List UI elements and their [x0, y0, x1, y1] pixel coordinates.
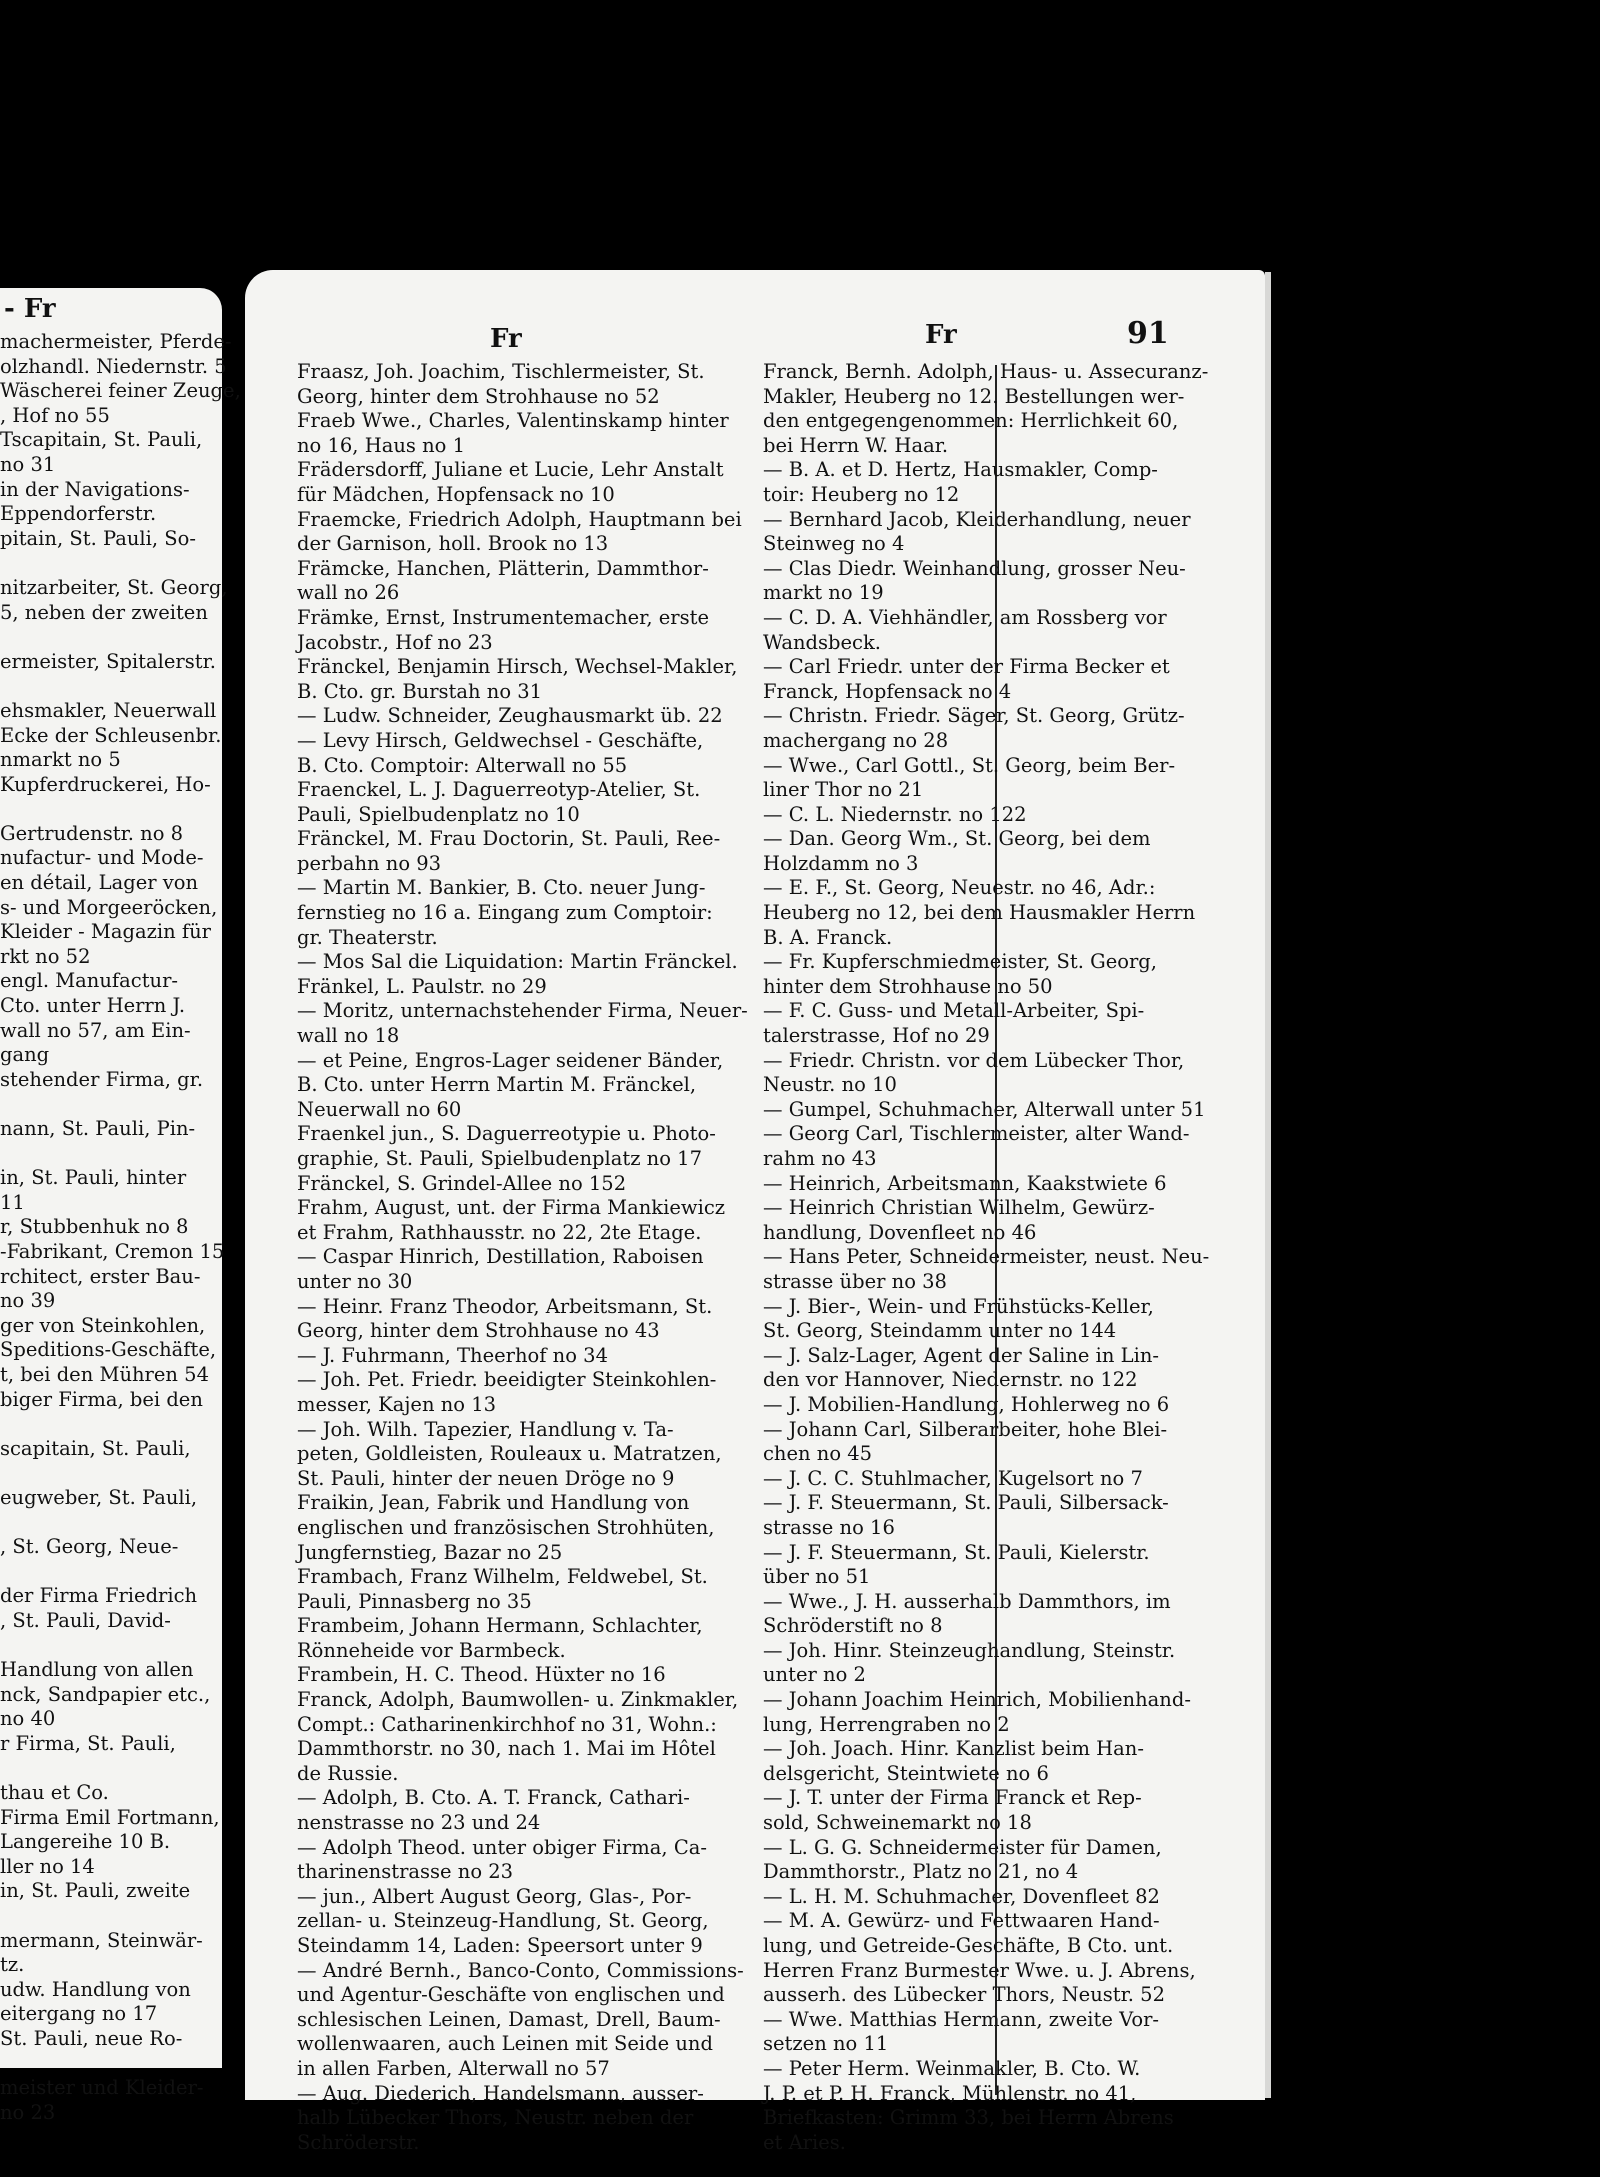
- directory-entry-line: gr. Theaterstr.: [297, 925, 438, 949]
- left-page-line: in, St. Pauli, hinter: [0, 1166, 187, 1190]
- directory-entry-line: — Georg Carl, Tischlermeister, alter Wand-: [763, 1122, 1190, 1146]
- left-page-line: eitergang no 17: [0, 2002, 158, 2026]
- directory-entry-line: Steindamm 14, Laden: Speersort unter 9: [297, 1934, 703, 1957]
- left-page-line: ger von Steinkohlen,: [0, 1313, 206, 1337]
- directory-entry-line: Fränckel, Benjamin Hirsch, Wechsel-Makler,: [297, 655, 738, 679]
- directory-entry-line: — C. L. Niedernstr. no 122: [763, 802, 1027, 826]
- directory-entry-line: — L. G. G. Schneidermeister für Damen,: [763, 1835, 1162, 1859]
- directory-entry-line: Fraemcke, Friedrich Adolph, Hauptmann bei: [297, 507, 742, 531]
- directory-entry-line: — Heinrich, Arbeitsmann, Kaakstwiete 6: [763, 1171, 1167, 1195]
- directory-entry-line: J. P. et P. H. Franck, Mühlenstr. no 41,: [763, 2081, 1137, 2105]
- directory-entry-line: — J. Bier-, Wein- und Frühstücks-Keller,: [763, 1294, 1154, 1318]
- directory-entry-line: der Garnison, holl. Brook no 13: [297, 532, 609, 556]
- left-page-line: gang: [0, 1043, 50, 1067]
- left-page-line: Kleider - Magazin für: [0, 920, 211, 944]
- directory-entry-line: — jun., Albert August Georg, Glas-, Por-: [297, 1884, 692, 1908]
- directory-entry-line: Frahm, August, unt. der Firma Mankiewicz: [297, 1196, 726, 1220]
- directory-entry-line: — Martin M. Bankier, B. Cto. neuer Jung-: [297, 876, 706, 900]
- directory-entry-line: B. Cto. Comptoir: Alterwall no 55: [297, 753, 628, 777]
- directory-entry-line: ausserh. des Lübecker Thors, Neustr. 52: [763, 1983, 1165, 2007]
- directory-entry-line: wollenwaaren, auch Leinen mit Seide und: [297, 2032, 713, 2056]
- directory-entry-line: den entgegengenommen: Herrlichkeit 60,: [763, 409, 1179, 433]
- page-number: 91: [1127, 316, 1169, 351]
- left-page-line: Eppendorferstr.: [0, 502, 157, 526]
- directory-entry-line: et Frahm, Rathhausstr. no 22, 2te Etage.: [297, 1220, 702, 1244]
- left-running-head: - Fr: [4, 294, 56, 324]
- directory-entry-line: Fraenckel, L. J. Daguerreotyp-Atelier, St.: [297, 778, 701, 802]
- directory-entry-line: — J. Mobilien-Handlung, Hohlerweg no 6: [763, 1392, 1170, 1416]
- directory-entry-line: — Wwe., Carl Gottl., St. Georg, beim Ber-: [763, 753, 1176, 777]
- directory-entry-line: — J. Fuhrmann, Theerhof no 34: [297, 1343, 608, 1367]
- directory-entry-line: Schröderstift no 8: [763, 1614, 943, 1638]
- left-page-line: nitzarbeiter, St. Georg,: [0, 575, 228, 599]
- directory-entry-line: zellan- u. Steinzeug-Handlung, St. Georg,: [297, 1909, 709, 1933]
- directory-entry-line: — Aug. Diederich, Handelsmann, ausser-: [297, 2081, 704, 2105]
- directory-entry-line: — J. F. Steuermann, St. Pauli, Kielerstr.: [763, 1540, 1150, 1564]
- left-page-line: no 31: [0, 452, 56, 476]
- directory-entry-line: hinter dem Strohhause no 50: [763, 974, 1053, 998]
- left-page-line: nck, Sandpapier etc.,: [0, 1682, 211, 1706]
- directory-entry-line: Makler, Heuberg no 12. Bestellungen wer-: [763, 384, 1185, 408]
- left-page-line: r, Stubbenhuk no 8: [0, 1215, 189, 1239]
- directory-entry-line: Georg, hinter dem Strohhause no 43: [297, 1319, 660, 1343]
- directory-entry-line: englischen und französischen Strohhüten,: [297, 1515, 715, 1539]
- left-page-line: [0, 1904, 241, 1929]
- directory-entry-line: halb Lübecker Thors, Neustr. neben der: [297, 2106, 694, 2130]
- directory-entry-line: lung, und Getreide-Geschäfte, B Cto. unt.: [763, 1934, 1174, 1957]
- left-page-line: t, bei den Mühren 54: [0, 1362, 209, 1386]
- directory-entry-line: strasse no 16: [763, 1515, 895, 1539]
- directory-entry-line: Jungfernstieg, Bazar no 25: [297, 1540, 563, 1564]
- directory-entry-line: Holzdamm no 3: [763, 851, 919, 875]
- left-page-line: eugweber, St. Pauli,: [0, 1485, 198, 1509]
- directory-entry-line: sold, Schweinemarkt no 18: [763, 1811, 1032, 1835]
- directory-entry-line: Fraasz, Joh. Joachim, Tischlermeister, St.: [297, 360, 705, 383]
- directory-entry-line: — Joh. Wilh. Tapezier, Handlung v. Ta-: [297, 1417, 674, 1441]
- left-page-line: in, St. Pauli, zweite: [0, 1879, 191, 1903]
- directory-entry-line: Schröderstr.: [297, 2130, 420, 2154]
- directory-entry-line: Neustr. no 10: [763, 1073, 897, 1097]
- left-page-line: mermann, Steinwär-: [0, 1928, 203, 1952]
- directory-entry-line: und Agentur-Geschäfte von englischen und: [297, 1983, 725, 2007]
- directory-entry-line: — Joh. Hinr. Steinzeughandlung, Steinstr.: [763, 1638, 1176, 1662]
- directory-entry-line: Franck, Hopfensack no 4: [763, 679, 1012, 703]
- directory-entry-line: peten, Goldleisten, Rouleaux u. Matratzen,: [297, 1442, 722, 1466]
- directory-entry-line: no 16, Haus no 1: [297, 433, 466, 457]
- left-page-text-column: [0, 330, 241, 2125]
- left-page-line: 5, neben der zweiten: [0, 600, 208, 624]
- left-page-line: [0, 1412, 241, 1437]
- directory-entry-line: Heuberg no 12, bei dem Hausmakler Herrn: [763, 901, 1196, 925]
- directory-entry-line: Frambeim, Johann Hermann, Schlachter,: [297, 1614, 703, 1638]
- directory-entry-line: — Wwe., J. H. ausserhalb Dammthors, im: [763, 1589, 1171, 1613]
- directory-entry-line: für Mädchen, Hopfensack no 10: [297, 482, 615, 506]
- directory-entry-line: — Bernhard Jacob, Kleiderhandlung, neuer: [763, 507, 1191, 531]
- directory-entry-line: Dammthorstr. no 30, nach 1. Mai im Hôtel: [297, 1737, 716, 1761]
- directory-entry-line: perbahn no 93: [297, 851, 442, 875]
- directory-entry-line: — Fr. Kupferschmiedmeister, St. Georg,: [763, 950, 1157, 974]
- column-right: [763, 360, 1209, 2155]
- directory-entry-line: Fraenkel jun., S. Daguerreotypie u. Photo-: [297, 1122, 716, 1146]
- directory-entry-line: St. Georg, Steindamm unter no 144: [763, 1319, 1117, 1343]
- directory-entry-line: — F. C. Guss- und Metall-Arbeiter, Spi-: [763, 999, 1145, 1023]
- left-page-line: Firma Emil Fortmann,: [0, 1805, 220, 1829]
- directory-entry-line: — Caspar Hinrich, Destillation, Raboisen: [297, 1245, 704, 1269]
- directory-entry-line: — Mos Sal die Liquidation: Martin Fränckel.: [297, 950, 738, 974]
- directory-entry-line: — Hans Peter, Schneidermeister, neust. Neu-: [763, 1245, 1210, 1269]
- left-page-line: engl. Manufactur-: [0, 969, 178, 993]
- directory-entry-line: — J. F. Steuermann, St. Pauli, Silbersack-: [763, 1491, 1169, 1515]
- directory-entry-line: — Christn. Friedr. Säger, St. Georg, Grütz-: [763, 704, 1185, 728]
- directory-entry-line: Compt.: Catharinenkirchhof no 31, Wohn.:: [297, 1712, 717, 1736]
- directory-entry-line: — E. F., St. Georg, Neuestr. no 46, Adr.:: [763, 876, 1156, 900]
- directory-entry-line: Frambein, H. C. Theod. Hüxter no 16: [297, 1663, 666, 1687]
- directory-entry-line: Georg, hinter dem Strohhause no 52: [297, 384, 660, 408]
- left-page-line: ermeister, Spitalerstr.: [0, 649, 216, 673]
- left-page-line: [0, 2052, 241, 2077]
- left-page-line: s- und Morgeeröcken,: [0, 895, 218, 919]
- left-page-line: [0, 1092, 241, 1117]
- directory-entry-line: bei Herrn W. Haar.: [763, 433, 949, 457]
- left-page-line: [0, 1560, 241, 1585]
- directory-entry-line: — B. A. et D. Hertz, Hausmakler, Comp-: [763, 458, 1158, 482]
- left-page-line: Gertrudenstr. no 8: [0, 821, 184, 845]
- directory-entry-line: chen no 45: [763, 1442, 873, 1466]
- directory-entry-line: schlesischen Leinen, Damast, Drell, Baum-: [297, 2007, 721, 2031]
- left-page-line: ller no 14: [0, 1854, 95, 1878]
- left-page-line: r Firma, St. Pauli,: [0, 1731, 176, 1755]
- directory-entry-line: — Levy Hirsch, Geldwechsel - Geschäfte,: [297, 728, 704, 752]
- directory-entry-line: Rönneheide vor Barmbeck.: [297, 1638, 566, 1662]
- left-page-line: Kupferdruckerei, Ho-: [0, 772, 211, 796]
- directory-entry-line: messer, Kajen no 13: [297, 1392, 497, 1416]
- directory-entry-line: B. Cto. unter Herrn Martin M. Fränckel,: [297, 1073, 697, 1097]
- left-page-line: der Firma Friedrich: [0, 1584, 198, 1608]
- directory-entry-line: tharinenstrasse no 23: [297, 1860, 514, 1884]
- directory-entry-line: Fraikin, Jean, Fabrik und Handlung von: [297, 1491, 690, 1515]
- directory-entry-line: graphie, St. Pauli, Spielbudenplatz no 17: [297, 1147, 702, 1170]
- left-page-line: rkt no 52: [0, 944, 91, 968]
- left-page-line: no 40: [0, 1707, 56, 1731]
- directory-entry-line: Fränkel, L. Paulstr. no 29: [297, 974, 547, 998]
- directory-entry-line: Neuerwall no 60: [297, 1097, 462, 1121]
- directory-entry-line: — Wwe. Matthias Hermann, zweite Vor-: [763, 2007, 1160, 2031]
- directory-entry-line: Främke, Ernst, Instrumentemacher, erste: [297, 605, 709, 629]
- left-page-line: rchitect, erster Bau-: [0, 1264, 201, 1288]
- left-page-line: nufactur- und Mode-: [0, 846, 204, 870]
- directory-entry-line: — Moritz, unternachstehender Firma, Neuer-: [297, 999, 748, 1023]
- directory-entry-line: Dammthorstr., Platz no 21, no 4: [763, 1860, 1079, 1884]
- left-page-line: no 39: [0, 1289, 56, 1313]
- directory-entry-line: — Johann Carl, Silberarbeiter, hohe Blei-: [763, 1417, 1168, 1441]
- directory-entry-line: — et Peine, Engros-Lager seidener Bänder,: [297, 1048, 724, 1072]
- directory-entry-line: markt no 19: [763, 581, 884, 605]
- left-page-line: udw. Handlung von: [0, 1977, 191, 2001]
- left-page-line: olzhandl. Niedernstr. 5: [0, 354, 227, 378]
- directory-entry-line: machergang no 28: [763, 728, 949, 752]
- directory-entry-line: toir: Heuberg no 12: [763, 482, 960, 506]
- directory-entry-line: Steinweg no 4: [763, 532, 905, 556]
- left-page-line: in der Navigations-: [0, 477, 190, 501]
- header-left: Fr: [490, 324, 522, 354]
- directory-entry-line: liner Thor no 21: [763, 778, 924, 802]
- directory-entry-line: et Aries.: [763, 2130, 846, 2154]
- directory-entry-line: delsgericht, Steintwiete no 6: [763, 1761, 1049, 1785]
- left-page-line: pitain, St. Pauli, So-: [0, 526, 196, 550]
- left-page-line: [0, 1461, 241, 1486]
- left-page-line: Ecke der Schleusenbr.: [0, 723, 222, 747]
- directory-entry-line: — Heinrich Christian Wilhelm, Gewürz-: [763, 1196, 1155, 1220]
- directory-entry-line: — L. H. M. Schuhmacher, Dovenfleet 82: [763, 1884, 1160, 1908]
- directory-entry-line: fernstieg no 16 a. Eingang zum Comptoir:: [297, 901, 713, 925]
- left-page-line: biger Firma, bei den: [0, 1387, 203, 1411]
- directory-entry-line: — Adolph Theod. unter obiger Firma, Ca-: [297, 1835, 707, 1859]
- directory-entry-line: handlung, Dovenfleet no 46: [763, 1220, 1037, 1244]
- directory-entry-line: — Joh. Pet. Friedr. beeidigter Steinkohlen-: [297, 1368, 717, 1392]
- directory-entry-line: — C. D. A. Viehhändler, am Rossberg vor: [763, 605, 1167, 629]
- directory-entry-line: talerstrasse, Hof no 29: [763, 1024, 990, 1048]
- directory-entry-line: unter no 30: [297, 1269, 413, 1293]
- left-page-line: tz.: [0, 1953, 25, 1977]
- left-page-line: St. Pauli, neue Ro-: [0, 2026, 183, 2050]
- left-page-line: machermeister, Pferde-: [0, 330, 232, 353]
- directory-entry-line: Frädersdorff, Juliane et Lucie, Lehr Anstalt: [297, 458, 724, 482]
- left-page-line: 11: [0, 1190, 25, 1214]
- directory-entry-line: — Carl Friedr. unter der Firma Becker et: [763, 655, 1170, 679]
- left-page-line: Speditions-Geschäfte,: [0, 1338, 217, 1362]
- directory-entry-line: de Russie.: [297, 1761, 399, 1785]
- directory-entry-line: — Joh. Joach. Hinr. Kanzlist beim Han-: [763, 1737, 1144, 1761]
- directory-entry-line: Pauli, Pinnasberg no 35: [297, 1589, 532, 1613]
- left-page-line: wall no 57, am Ein-: [0, 1018, 191, 1042]
- left-page-line: ehsmakler, Neuerwall: [0, 698, 217, 722]
- directory-entry-line: B. Cto. gr. Burstah no 31: [297, 679, 543, 703]
- directory-entry-line: — Adolph, B. Cto. A. T. Franck, Cathari-: [297, 1786, 690, 1810]
- left-page-line: Handlung von allen: [0, 1658, 194, 1682]
- directory-entry-line: den vor Hannover, Niedernstr. no 122: [763, 1368, 1138, 1392]
- directory-entry-line: Fraeb Wwe., Charles, Valentinskamp hinter: [297, 409, 729, 433]
- left-page-line: [0, 674, 241, 699]
- left-page-line: Cto. unter Herrn J.: [0, 994, 186, 1018]
- left-page-line: [0, 1142, 241, 1167]
- directory-entry-line: — Clas Diedr. Weinhandlung, grosser Neu-: [763, 556, 1186, 580]
- directory-entry-line: B. A. Franck.: [763, 925, 893, 949]
- directory-entry-line: — M. A. Gewürz- und Fettwaaren Hand-: [763, 1909, 1160, 1933]
- left-page-line: , St. Pauli, David-: [0, 1608, 171, 1632]
- left-page-line: no 23: [0, 2100, 56, 2124]
- left-page-line: en détail, Lager von: [0, 871, 199, 895]
- directory-entry-line: — Johann Joachim Heinrich, Mobilienhand-: [763, 1688, 1191, 1712]
- directory-entry-line: — André Bernh., Banco-Conto, Commissions-: [297, 1958, 744, 1982]
- left-page-line: [0, 1633, 241, 1658]
- directory-entry-line: Jacobstr., Hof no 23: [297, 630, 493, 654]
- left-page-line: [0, 1511, 241, 1536]
- directory-entry-line: in allen Farben, Alterwall no 57: [297, 2056, 610, 2080]
- directory-entry-line: — Friedr. Christn. vor dem Lübecker Thor,: [763, 1048, 1185, 1072]
- left-page-line: [0, 625, 241, 650]
- directory-entry-line: wall no 26: [297, 581, 400, 605]
- page-edge: [1265, 272, 1271, 2098]
- left-page-line: scapitain, St. Pauli,: [0, 1436, 191, 1460]
- directory-entry-line: — J. C. C. Stuhlmacher, Kugelsort no 7: [763, 1466, 1143, 1490]
- directory-entry-line: unter no 2: [763, 1663, 866, 1687]
- directory-entry-line: St. Pauli, hinter der neuen Dröge no 9: [297, 1466, 675, 1490]
- left-page-line: Langereihe 10 B.: [0, 1830, 171, 1854]
- directory-entry-line: — Heinr. Franz Theodor, Arbeitsmann, St.: [297, 1294, 713, 1318]
- directory-entry-line: Främcke, Hanchen, Plätterin, Dammthor-: [297, 556, 709, 580]
- directory-entry-line: strasse über no 38: [763, 1269, 947, 1293]
- directory-entry-line: — J. Salz-Lager, Agent der Saline in Lin-: [763, 1343, 1159, 1367]
- directory-entry-line: Pauli, Spielbudenplatz no 10: [297, 802, 580, 826]
- left-page-line: nann, St. Pauli, Pin-: [0, 1117, 196, 1140]
- directory-entry-line: Fränckel, M. Frau Doctorin, St. Pauli, Ree-: [297, 827, 721, 851]
- directory-entry-line: Briefkasten: Grimm 33, bei Herrn Abrens: [763, 2106, 1174, 2130]
- directory-entry-line: nenstrasse no 23 und 24: [297, 1811, 541, 1835]
- header-right: Fr: [925, 320, 957, 350]
- left-page-line: nmarkt no 5: [0, 748, 121, 772]
- directory-entry-line: — Ludw. Schneider, Zeughausmarkt üb. 22: [297, 704, 723, 728]
- directory-entry-line: Wandsbeck.: [763, 630, 881, 654]
- directory-entry-line: — Gumpel, Schuhmacher, Alterwall unter 51: [763, 1097, 1206, 1121]
- directory-entry-line: Fränckel, S. Grindel-Allee no 152: [297, 1171, 627, 1195]
- directory-entry-line: wall no 18: [297, 1024, 400, 1048]
- directory-entry-line: über no 51: [763, 1565, 871, 1589]
- directory-entry-line: — Peter Herm. Weinmakler, B. Cto. W.: [763, 2056, 1141, 2080]
- left-page-line: [0, 797, 241, 822]
- directory-entry-line: Franck, Bernh. Adolph, Haus- u. Assecuranz-: [763, 360, 1209, 383]
- directory-entry-line: lung, Herrengraben no 2: [763, 1712, 1010, 1736]
- left-page-line: , St. Georg, Neue-: [0, 1535, 179, 1559]
- left-page-line: thau et Co.: [0, 1781, 109, 1805]
- directory-entry-line: — J. T. unter der Firma Franck et Rep-: [763, 1786, 1142, 1810]
- left-page-line: meister und Kleider-: [0, 2076, 204, 2100]
- left-page: [0, 288, 241, 2124]
- left-page-line: [0, 1756, 241, 1781]
- right-page: [245, 270, 1265, 2154]
- directory-entry-line: setzen no 11: [763, 2032, 889, 2056]
- left-page-line: , Hof no 55: [0, 403, 110, 427]
- left-page-line: Wäscherei feiner Zeuge,: [0, 379, 241, 403]
- left-page-line: stehender Firma, gr.: [0, 1067, 204, 1091]
- directory-entry-line: — Dan. Georg Wm., St. Georg, bei dem: [763, 827, 1151, 851]
- directory-entry-line: rahm no 43: [763, 1147, 877, 1170]
- left-page-line: Tscapitain, St. Pauli,: [0, 428, 203, 452]
- column-left: [297, 360, 748, 2155]
- directory-entry-line: Franck, Adolph, Baumwollen- u. Zinkmakler,: [297, 1688, 739, 1712]
- directory-entry-line: Herren Franz Burmester Wwe. u. J. Abrens,: [763, 1958, 1196, 1982]
- left-page-line: -Fabrikant, Cremon 15: [0, 1239, 225, 1263]
- directory-entry-line: Frambach, Franz Wilhelm, Feldwebel, St.: [297, 1565, 708, 1589]
- left-page-line: [0, 551, 241, 576]
